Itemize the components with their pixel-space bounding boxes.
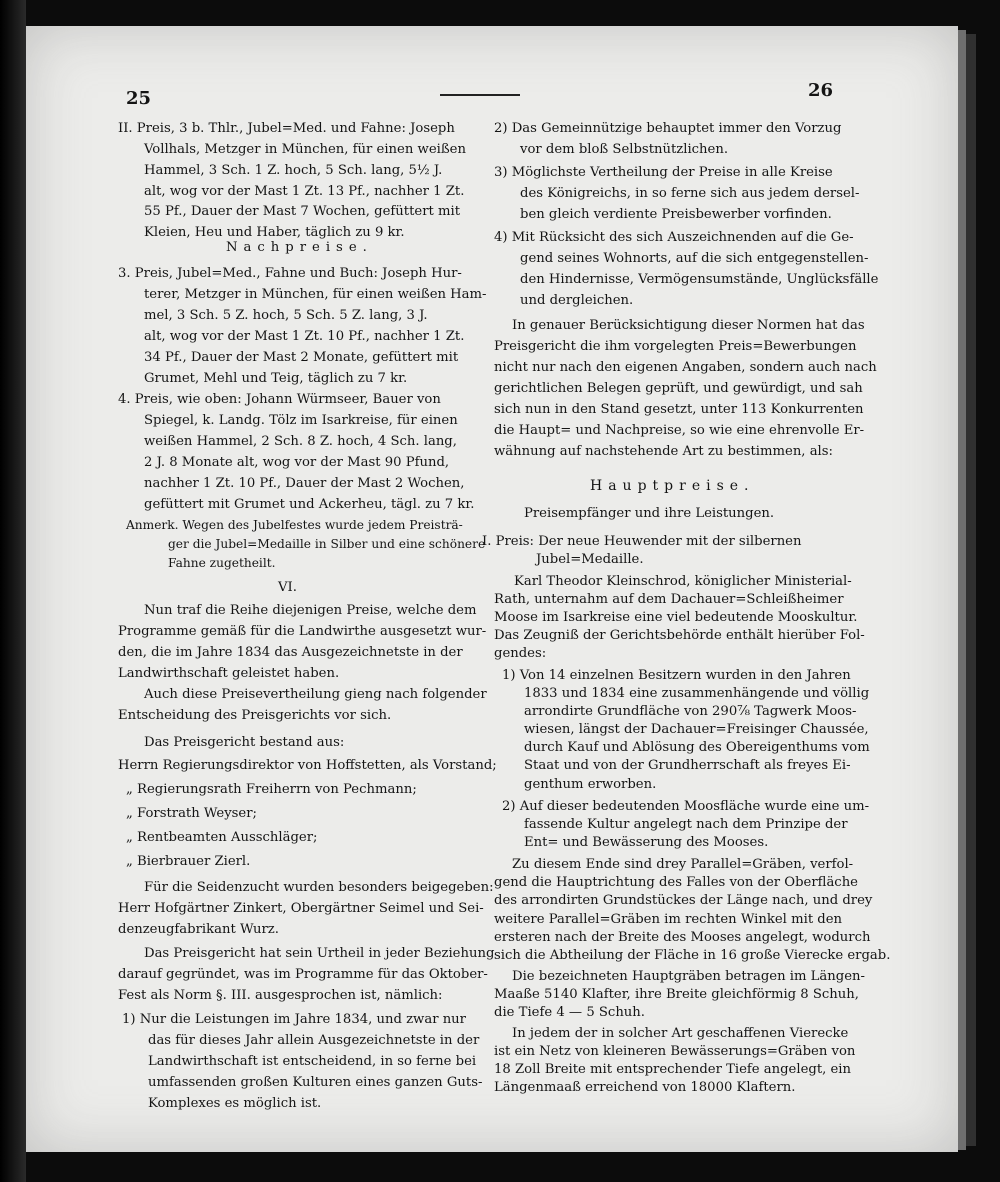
text-line: Staat und von der Grundherrschaft als freyes Ei- (524, 758, 851, 774)
text-line: ersteren nach der Breite des Mooses angelegt, wodurch (494, 929, 871, 945)
text-line: „ Forstrath Weyser; (126, 806, 257, 821)
section-heading: Nachpreise. (226, 240, 373, 255)
text-line: Rath, unternahm auf dem Dachauer=Schleißheimer (494, 591, 844, 607)
text-line: Zu diesem Ende sind drey Parallel=Gräben, verfol- (512, 857, 854, 873)
text-line: mel, 3 Sch. 5 Z. hoch, 5 Sch. 5 Z. lang, 3 J. (144, 308, 428, 323)
text-line: den Hindernisse, Vermögensumstände, Unglücksfälle (520, 272, 879, 287)
text-line: nachher 1 Zt. 10 Pf., Dauer der Mast 2 Wochen, (144, 476, 465, 491)
text-line: gend die Hauptrichtung des Falles von der Oberfläche (494, 875, 858, 891)
footnote-line: Anmerk. Wegen des Jubelfestes wurde jedem Preisträ- (126, 518, 463, 532)
text-line: Hammel, 3 Sch. 1 Z. hoch, 5 Sch. lang, 5½ J. (144, 163, 443, 178)
text-line: „ Rentbeamten Ausschläger; (126, 830, 318, 845)
left-column (118, 0, 497, 1182)
text-line: Die bezeichneten Hauptgräben betragen im Längen- (512, 969, 865, 985)
text-line: wiesen, längst der Dachauer=Freisinger Chaussée, (524, 722, 869, 738)
text-line: In genauer Berücksichtigung dieser Normen hat das (512, 318, 865, 333)
text-line: Karl Theodor Kleinschrod, königlicher Ministerial- (514, 573, 852, 589)
text-line: Maaße 5140 Klafter, ihre Breite gleichförmig 8 Schuh, (494, 987, 859, 1003)
text-line: terer, Metzger in München, für einen weißen Ham- (144, 287, 487, 302)
text-line: gendes: (494, 645, 547, 661)
text-line: 18 Zoll Breite mit entsprechender Tiefe angelegt, ein (494, 1062, 852, 1078)
text-line: Das Zeugniß der Gerichtsbehörde enthält hierüber Fol- (494, 627, 865, 643)
text-line: alt, wog vor der Mast 1 Zt. 10 Pf., nachher 1 Zt. (144, 329, 465, 344)
text-line: gend seines Wohnorts, auf die sich entgegenstellen- (520, 251, 869, 266)
text-line: Entscheidung des Preisgerichts vor sich. (118, 708, 392, 723)
section-heading: Hauptpreise. (590, 478, 755, 494)
text-line: Landwirthschaft ist entscheidend, in so ferne bei (148, 1054, 477, 1069)
text-line: Auch diese Preisevertheilung gieng nach folgender (144, 687, 487, 702)
text-line: Herrn Regierungsdirektor von Hoffstetten, als Vorstand; (118, 758, 497, 773)
subheading: Preisempfänger und ihre Leistungen. (524, 506, 775, 521)
text-line: Ent= und Bewässerung des Mooses. (524, 835, 769, 850)
text-line: des Königreichs, in so ferne sich aus jedem dersel- (520, 186, 860, 201)
text-line: „ Regierungsrath Freiherrn von Pechmann; (126, 782, 417, 797)
text-line: arrondirte Grundfläche von 290⅞ Tagwerk Moos- (524, 704, 857, 720)
text-line: 34 Pf., Dauer der Mast 2 Monate, gefüttert mit (144, 350, 459, 365)
text-line: Das Preisgericht hat sein Urtheil in jeder Beziehung (144, 946, 495, 961)
text-line: Herr Hofgärtner Zinkert, Obergärtner Seimel und Sei- (118, 901, 484, 916)
text-line: 2 J. 8 Monate alt, wog vor der Mast 90 Pfund, (144, 455, 450, 470)
text-line: Nun traf die Reihe diejenigen Preise, welche dem (144, 603, 477, 618)
text-line: gerichtlichen Belegen geprüft, und gewürdigt, und sah (494, 381, 863, 396)
footnote-line: ger die Jubel=Medaille in Silber und eine schönere (168, 537, 486, 551)
text-line: sich die Abtheilung der Fläche in 16 große Vierecke ergab. (494, 947, 891, 963)
text-line: gefüttert mit Grumet und Ackerheu, tägl. zu 7 kr. (144, 497, 475, 512)
text-line: sich nun in den Stand gesetzt, unter 113 Konkurrenten (494, 402, 864, 417)
text-line: durch Kauf und Ablösung des Obereigenthums vom (524, 740, 870, 756)
text-line: die Haupt= und Nachpreise, so wie eine ehrenvolle Er- (494, 423, 865, 438)
page-edge (958, 30, 966, 1150)
text-line: und dergleichen. (520, 293, 634, 308)
text-line: darauf gegründet, was im Programme für das Oktober- (118, 967, 488, 982)
text-line: 3. Preis, Jubel=Med., Fahne und Buch: Joseph Hur- (118, 266, 462, 281)
page-edge-dark (966, 34, 976, 1146)
text-line: alt, wog vor der Mast 1 Zt. 13 Pf., nachher 1 Zt. (144, 184, 465, 199)
page-number-left: 25 (126, 88, 152, 109)
text-line: Komplexes es möglich ist. (148, 1096, 322, 1111)
right-column (482, 0, 891, 1182)
text-line: 1) Nur die Leistungen im Jahre 1834, und zwar nur (122, 1012, 466, 1027)
text-line: fassende Kultur angelegt nach dem Prinzipe der (524, 816, 848, 832)
text-line: Vollhals, Metzger in München, für einen weißen (144, 142, 466, 157)
binding-strip (0, 0, 26, 1182)
text-line: Längenmaaß erreichend von 18000 Klaftern. (494, 1080, 796, 1096)
text-line: Für die Seidenzucht wurden besonders beigegeben: (144, 880, 494, 895)
text-line: genthum erworben. (524, 776, 657, 792)
text-line: weißen Hammel, 2 Sch. 8 Z. hoch, 4 Sch. lang, (144, 434, 457, 449)
text-line: das für dieses Jahr allein Ausgezeichnetste in der (148, 1033, 480, 1048)
text-line: umfassenden großen Kulturen eines ganzen Guts- (148, 1075, 483, 1090)
text-line: Fest als Norm §. III. ausgesprochen ist, nämlich: (118, 988, 443, 1003)
text-line: denzeugfabrikant Wurz. (118, 922, 279, 937)
text-line: 1833 und 1834 eine zusammenhängende und völlig (524, 686, 870, 702)
text-line: ben gleich verdiente Preisbewerber vorfinden. (520, 207, 832, 222)
text-line: ist ein Netz von kleineren Bewässerungs=Gräben von (494, 1043, 856, 1059)
text-line: II. Preis, 3 b. Thlr., Jubel=Med. und Fahne: Joseph (118, 121, 455, 136)
text-line: 4. Preis, wie oben: Johann Würmseer, Bauer von (118, 392, 441, 407)
text-line: 55 Pf., Dauer der Mast 7 Wochen, gefüttert mit (144, 204, 461, 219)
text-line: 4) Mit Rücksicht des sich Auszeichnenden auf die Ge- (494, 230, 854, 245)
text-line: weitere Parallel=Gräben im rechten Winkel mit den (494, 911, 843, 927)
text-line: vor dem bloß Selbstnützlichen. (520, 142, 729, 157)
text-line: Spiegel, k. Landg. Tölz im Isarkreise, für einen (144, 413, 458, 428)
text-line: In jedem der in solcher Art geschaffenen Vierecke (512, 1025, 849, 1041)
text-line: 3) Möglichste Vertheilung der Preise in alle Kreise (494, 165, 833, 180)
text-line: nicht nur nach den eigenen Angaben, sondern auch nach (494, 360, 877, 375)
text-line: Das Preisgericht bestand aus: (144, 735, 345, 750)
text-line: Grumet, Mehl und Teig, täglich zu 7 kr. (144, 371, 408, 386)
text-line: des arrondirten Grundstückes der Länge nach, und drey (494, 893, 873, 909)
text-line: Landwirthschaft geleistet haben. (118, 666, 340, 681)
text-line: die Tiefe 4 — 5 Schuh. (494, 1005, 645, 1021)
text-line: wähnung auf nachstehende Art zu bestimmen, als: (494, 444, 833, 459)
text-line: den, die im Jahre 1834 das Ausgezeichnetste in der (118, 645, 463, 660)
text-line: 2) Das Gemeinnützige behauptet immer den Vorzug (494, 121, 842, 136)
text-line: 2) Auf dieser bedeutenden Moosfläche wurde eine um- (502, 798, 870, 814)
text-line: Programme gemäß für die Landwirthe ausgesetzt wur- (118, 624, 487, 639)
text-line: Kleien, Heu und Haber, täglich zu 9 kr. (144, 225, 405, 240)
page-number-right: 26 (808, 80, 834, 101)
text-line: Jubel=Medaille. (536, 552, 644, 568)
text-line: Preisgericht die ihm vorgelegten Preis=Bewerbungen (494, 339, 857, 354)
text-line: „ Bierbrauer Zierl. (126, 854, 251, 869)
text-line: I. Preis: Der neue Heuwender mit der silbernen (482, 534, 802, 549)
text-line: 1) Von 14 einzelnen Besitzern wurden in den Jahren (502, 668, 851, 684)
text-line: Moose im Isarkreise eine viel bedeutende Mooskultur. (494, 609, 858, 625)
section-heading: VI. (278, 580, 297, 595)
footnote-line: Fahne zugetheilt. (168, 556, 276, 570)
